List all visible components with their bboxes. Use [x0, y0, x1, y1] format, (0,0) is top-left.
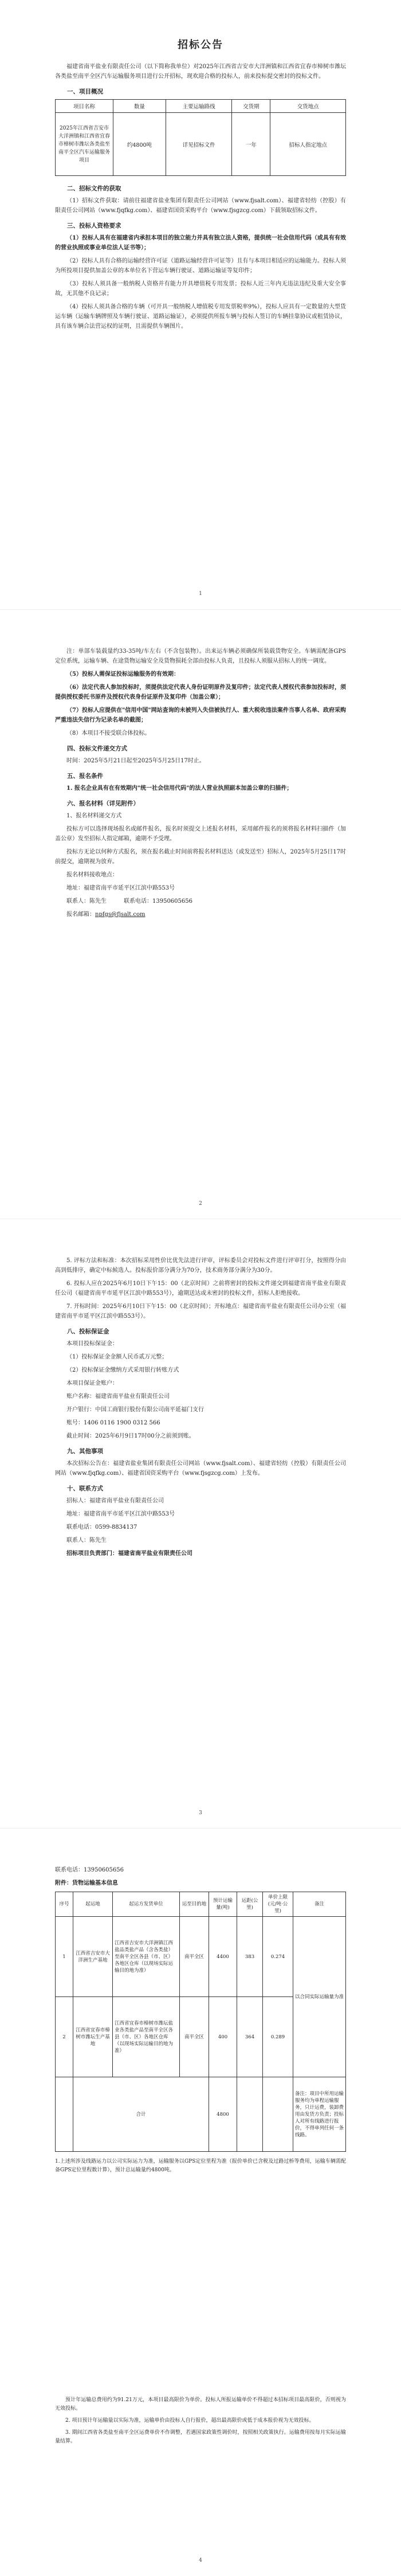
table-header: 交货期 — [232, 100, 270, 113]
intro-paragraph: 福建省南平盐业有限责任公司（以下简称我单位）对2025年江西省吉安市大洋洲镇和江西省宜春市樟树市潍坛各类盐至南平全区汽车运输服务项目进行公开招标，现欢迎合格的投标人，前来投标提交密封的投标文件。 — [55, 64, 346, 80]
address: 地址：福建省南平市延平区江滨中路553号 — [66, 885, 175, 891]
paragraph: 投标方无论以何种方式报名，须在报名截止时间前将报名材料送达（或发送至）招标人，2025年5月25日17时前提交，逾期视为放弃。 — [55, 849, 346, 865]
section-heading: 一、项目概况 — [67, 88, 103, 95]
attachment-title: 附件：货物运输基本信息 — [55, 1880, 118, 1886]
paragraph: 预计年运输总费用约为91.21万元，本项目最高限价为单价。投标人所报运输单价不得超过本招标项目最高限价，否则视为无效投标。 — [55, 2397, 346, 2411]
table-header: 运距(公里) — [237, 1892, 263, 1917]
document-page-2 — [0, 609, 401, 1219]
paragraph: 投标方可以选择现场报名或邮件报名，报名时须提交上述报名材料，采用邮件报名的须将报名材料扫描件（加盖公章）发至招标人指定邮箱，逾期不予受理。 — [55, 826, 346, 842]
paragraph: 6. 投标人应在2025年6月10日下午15：00（北京时间）之前将密封的投标文件递交到福建省南平盐业有限责任公司（福建省南平市延平区江滨中路553号），逾期送达或未密封的投标文件，招标人拒绝接收。 — [55, 1281, 346, 1297]
email-link[interactable]: npfgs@fjsalt.com — [95, 911, 146, 918]
page-number: 4 — [199, 2558, 202, 2563]
paragraph: 本项目保证金账户： — [66, 1380, 118, 1387]
signature-line: 招标项目负责部门：福建省南平盐业有限责任公司 — [66, 1551, 192, 1557]
contact-line: 联系电话：0599-8834137 — [66, 1524, 137, 1530]
section-heading: 九、其他事项 — [67, 1448, 103, 1455]
table-header: 备注 — [293, 1892, 346, 1917]
table-cell: 以合同实际运输量为准 — [293, 1917, 346, 2077]
document-title: 招标公告 — [178, 39, 223, 51]
table-cell: 2025年江西省吉安市大洋洲镇和江西省宜春市樟树市潍坛各类盐至南平全区汽车运输服务项目 — [56, 113, 113, 176]
page-number: 1 — [199, 591, 202, 597]
contact-line: 招标人：福建省南平盐业有限责任公司 — [66, 1498, 164, 1504]
table-header: 预计运输量(吨) — [209, 1892, 237, 1917]
table-cell: 0.289 — [263, 1997, 293, 2077]
table-header: 序号 — [56, 1892, 73, 1917]
section-heading: 十、联系方式 — [67, 1485, 103, 1492]
table-cell: 江西省宜春市樟树市潍坛生产基地 — [73, 1997, 113, 2077]
paragraph: （7）投标人应提供在"信用中国"网站查询的未被列入失信被执行人、重大税收违法案件当事人名单、政府采购严重违法失信行为记录名单的截图； — [55, 707, 346, 723]
section-heading: 四、投标文件递交方式 — [67, 745, 127, 752]
paragraph: （1）投标人具有在福建省内承担本项目的独立能力并具有独立法人资格，提供统一社会信用代码（或具有有效的营业执照或事业单位法人证书等）； — [55, 235, 346, 251]
bank-account: 账号：1406 0116 1900 0312 566 — [66, 1420, 160, 1426]
table-header: 运至目的地 — [180, 1892, 209, 1917]
paragraph: （1）招标文件获取：请前往福建省盐业集团有限责任公司网站（www.fjsalt.com）、福建省轻纺（控股）有限责任公司网站（www.fjqfkg.com）、福建省国资采购平台（www.fjsgzcg.com）下载领取招标文件。 — [55, 198, 346, 214]
document-page-1 — [0, 0, 401, 609]
paragraph: 3. 期间江西省各类盐至南平全区运费单价不作调整，若遇国家政策性调价时，按照相关政策执行。运输费用按每月实际运输量结算。 — [55, 2430, 346, 2444]
project-table — [55, 99, 346, 176]
paragraph: 5. 评标方法和标准：本次招标采用性价比优先法进行评审，评标委员会对投标文件进行评审打分，按照得分由高到低排序，确定中标候选人。投标报价部分满分为70分，技术商务部分满分为30分。 — [55, 1258, 346, 1274]
table-cell: 4800 — [209, 2077, 237, 2152]
table-header: 项目名称 — [56, 100, 113, 113]
table-cell — [56, 2077, 73, 2152]
table-cell: 合计 — [73, 2077, 209, 2152]
paragraph: （3）投标人须具备一般纳税人资格并有能力开具增值税专用发票；投标人近三年内无违法违纪及重大安全事故，无其他不良记录； — [55, 281, 346, 297]
table-header: 主要运输路线 — [166, 100, 231, 113]
table-cell: 1 — [56, 1917, 73, 1997]
table-header: 起运方发货单位 — [113, 1892, 180, 1917]
table-cell: 2 — [56, 1997, 73, 2077]
blank-area — [55, 2178, 346, 2396]
table-header: 数量 — [113, 100, 166, 113]
section-heading: 二、招标文件的获取 — [67, 185, 121, 192]
table-cell: 约4800吨 — [113, 113, 166, 176]
paragraph: 1、报名材料递交方式 — [66, 813, 122, 819]
paragraph: （1）投标保证金金额人民币贰万元整； — [66, 1354, 168, 1360]
email-line — [55, 910, 346, 919]
table-header: 交货地点 — [270, 100, 346, 113]
table-cell — [237, 2077, 263, 2152]
table-cell: 南平全区 — [180, 1997, 209, 2077]
paragraph: 本项目投标保证金： — [66, 1341, 118, 1347]
page-number: 3 — [199, 1810, 202, 1816]
footnote: 1.上述所涉及线路运力以公司实际运力为准，运输服务以GPS定位里程为准（报价单价已含税及过路过桥等费用，运输车辆需配备GPS定位里程数计算），预计总运输量约4800吨。 — [55, 2159, 346, 2173]
table-cell: 江西省吉安市大洋洲生产基地 — [73, 1917, 113, 1997]
table-cell: 400 — [209, 1997, 237, 2077]
paragraph: （5）投标人需保证投标运输服务的有效期： — [66, 671, 179, 678]
bank-name: 账户名称：福建省南平盐业有限责任公司 — [66, 1393, 170, 1400]
phone-line: 联系电话：13950605656 — [55, 1867, 124, 1873]
table-cell: 4400 — [209, 1917, 237, 1997]
paragraph: 7. 开标时间：2025年6月10日下午15：00（北京时间）；开标地点：福建省南平盐业有限责任公司办公室（福建省南平市延平区江滨中路553号）。 — [55, 1303, 346, 1320]
paragraph: （2）投标保证金缴纳方式采用银行转账方式 — [66, 1367, 179, 1373]
contact: 联系人：陈先生 联系电话：13950605656 — [66, 898, 192, 905]
table-cell: 一年 — [232, 113, 270, 176]
table-cell: 江西省吉安市大洋洲镇江西盐品类盐产品（含各类盐）至南平全区各县（市、区）各地区仓库（以现场实际运输目的地为准） — [113, 1917, 180, 1997]
paragraph: 本次招标公告在：福建省盐业集团有限责任公司网站（www.fjsalt.com）、福建省轻纺（控股）有限责任公司网站（www.fjqfkg.com）、福建省国资采购平台（www.fjsgzcg.com）上发布。 — [55, 1461, 346, 1477]
contact-line: 地址：福建省南平市延平区江滨中路553号 — [66, 1511, 175, 1517]
table-cell: 招标人指定地点 — [270, 113, 346, 176]
document-page-4 — [0, 1828, 401, 2576]
paragraph: （4）投标人须具备合格的车辆（可开具一般纳税人增值税专用发票税率9%），投标人应具有一定数量的大型货运车辆（运输车辆牌照及车辆行驶证、道路运输证），必须提供所报车辆与投标人签订的车辆挂靠协议或租赁协议，具有该车辆合法营运权的证明，且需提供车辆图片。 — [55, 304, 346, 330]
paragraph: 1. 报名企业具有在有效期内"统一社会信用代码"的法人营业执照副本加盖公章的扫描件； — [66, 785, 293, 792]
document-page-3 — [0, 1219, 401, 1829]
table-cell — [263, 2077, 293, 2152]
table-cell: 364 — [237, 1997, 263, 2077]
paragraph: 报名材料接收地点： — [66, 872, 118, 878]
section-heading: 五、报名条件 — [67, 773, 103, 780]
table-cell: 备注：项目中所用运输服务均为单程运输服务，只计运费，装卸费用由发货方负责；投标人对所有线路进行报价，不得单列任何一条线路。 — [293, 2077, 346, 2152]
bank-open: 开户银行：中国工商银行股份有限公司南平延福门支行 — [66, 1407, 204, 1413]
contact-line: 联系人：陈先生 — [66, 1537, 107, 1544]
table-header: 单价上限(元/吨·公里) — [263, 1892, 293, 1917]
paragraph: 2. 项目预计年运输量以实际为准，运输单价由投标人自行报价，超出最高限价或低于成本报价视为无效投标。 — [65, 2418, 314, 2424]
goods-table — [55, 1892, 346, 2152]
paragraph: （8）本项目不接受联合体投标。 — [66, 730, 151, 737]
bank-deadline: 截止时间：2025年6月9日17时00分之前须到账。 — [66, 1433, 195, 1439]
paragraph: 注：单部车装载量约33-35吨/车左右（不含包装物）。出来运车辆必须确保所装载货物安全。车辆需配备GPS定位系统，运输车辆、在途货物运输安全及货物损耗全部由投标人负责，且投标人须服从招标人的统一调度。 — [55, 648, 346, 664]
table-cell: 383 — [237, 1917, 263, 1997]
table-cell: 南平全区 — [180, 1917, 209, 1997]
paragraph: （2）投标人具有合格的运输经营许可证（道路运输经营许可证等）且有与本项目相适应的运输能力。投标人须为所投项目提供加盖公章的本单位名下营运车辆行驶证、道路运输证等复印件； — [55, 258, 346, 274]
table-cell: 详见招标文件 — [166, 113, 231, 176]
section-heading: 八、投标保证金 — [67, 1328, 109, 1335]
time-paragraph: 时间：2025年5月21日起至2025年5月25日17时止。 — [66, 758, 205, 764]
table-cell: 江西省宜春市樟树市潍坛盐业各类盐产品至南平全区各县（市、区）各地区仓库（以现场实际运输目的地为准） — [113, 1997, 180, 2077]
paragraph: （6）法定代表人参加投标时，须提供法定代表人身份证明原件及复印件；法定代表人授权代表参加投标时，须提供授权委托书原件及授权代表身份证原件及复印件（加盖公章）； — [55, 684, 346, 700]
table-cell: 0.274 — [263, 1917, 293, 1997]
page-number: 2 — [199, 1201, 202, 1207]
table-header: 起运地 — [73, 1892, 113, 1917]
section-heading: 三、投标人资格要求 — [67, 222, 121, 229]
section-heading: 六、报名材料（详见附件） — [67, 800, 139, 807]
email-label: 报名邮箱： — [66, 911, 95, 918]
